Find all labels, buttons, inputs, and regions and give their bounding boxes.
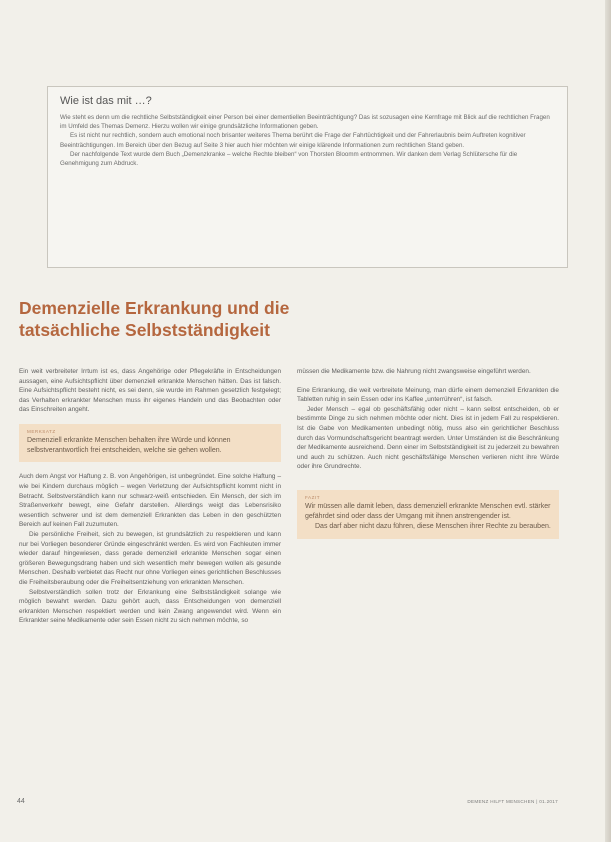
fazit-callout [297,490,559,539]
callout-text: Wir müssen alle damit leben, dass demenziell erkrankte Menschen evtl. stärker gefährdet sind oder dass der Umgang mit ihnen anstrengender ist. [305,502,551,521]
left-column [19,367,281,626]
page-edge [605,0,611,842]
info-box-paragraph: Es ist nicht nur rechtlich, sondern auch emotional noch brisanter weiteres Thema berührt die Frage der Fahrtüchtigkeit und der Fahrerlaubnis beim Auftreten kognitiver Beeinträchtigungen. Im Bereich über den Bezug auf Seite 3 hier auch hier möchten wir einige klärende Informationen zum rechtlichen Stand geben. [60,132,526,149]
callout-text: Demenziell erkrankte Menschen behalten ihre Würde und können selbstverantwortlich frei entscheiden, welche sie gehen wollen. [27,436,231,455]
body-paragraph: Auch dem Angst vor Haftung z. B. von Angehörigen, ist unbegründet. Eine solche Haftung – wie bei Kindern durchaus möglich – wegen Verletzung der Aufsichtspflicht kommt nicht in Betracht. Selbstverständlich kann nur schwarz-weiß entschieden. Ein Mensch, der sich im Straßenverkehr bewegt, eine Gefahr darstellen. Allerdings weigt das Lebensrisiko wesentlich schwerer und ist dem demenziell Erkrankten das Leben in den geschützten Bereich auf keinen Fall zuzumuten. [19,473,281,529]
body-paragraph: Selbstverständlich sollen trotz der Erkrankung eine Selbstständigkeit solange wie möglich bewahrt werden. Dazu gehört auch, dass Entscheidungen von demenziell erkrankten Menschen respektiert werden und kein Zwang angewendet wird. Wenn ein Erkrankter seine Medikamente oder sein Essen nicht zu sich nehmen möchte, so [19,588,281,625]
right-column [297,367,559,549]
body-paragraph: Die persönliche Freiheit, sich zu bewegen, ist grundsätzlich zu respektieren und kann nur bei Vorliegen besonderer Gründe eingeschränkt werden. Es wird von Fachleuten immer wieder darauf hingewiesen, dass gerade demenziell erkrankte Menschen sogar einen größeren Bewegungsdrang haben und sich wesentlich mehr bewegen wollen als gesunde Menschen. Deshalb verbietet das Recht nur ohne Vorliegen eines gerichtlichen Beschlusses die Freiheitsberaubung oder die Freiheitsentziehung von erkrankten Menschen. [19,530,281,586]
body-paragraph: Eine Erkrankung, die weit verbreitete Meinung, man dürfe einem demenziell Erkrankten die Tabletten ruhig in sein Essen oder ins Kaffee „unterrühren“, ist falsch. [297,386,559,404]
article-headline [19,297,579,341]
merksatz-callout [19,424,281,462]
info-box [47,86,568,268]
footer-source: DEMENZ HILFT MENSCHEN | 01.2017 [467,799,558,804]
info-box-paragraph: Wie steht es denn um die rechtliche Selbstständigkeit einer Person bei einer dementiellen Beeinträchtigung? Das ist sozusagen eine Kernfrage mit Blick auf die rechtlichen Fragen im Umfeld des Themas Demenz. Hierzu wollen wir einige grundsätzliche Informationen geben. [60,114,550,131]
callout-text: Das darf aber nicht dazu führen, diese Menschen ihrer Rechte zu berauben. [315,523,551,531]
headline-line-1: Demenzielle Erkrankung und die [19,298,290,318]
body-paragraph: Jeder Mensch – egal ob geschäftsfähig oder nicht – kann selbst entscheiden, ob er bestimmte Dinge zu sich nehmen möchte oder nicht. Dies ist in jedem Fall zu respektieren. Ist die Gabe von Medikamenten unbedingt nötig, muss also ein gerichtlicher Beschluss durch das Vormundschaftsgericht beantragt werden. Unter Umständen ist die Beschränkung der Medikamente ausreichend. Denn einer im Selbstständigkeit ist zu jederzeit zu bewahren und auch zu schützen. Auch nicht geschäftsfähige Menschen verlieren nicht ihre Würde oder ihre Grundrechte. [297,405,559,471]
info-box-title: Wie ist das mit …? [60,95,152,107]
page-number: 44 [17,798,25,805]
callout-tag: FAZIT [305,494,321,500]
info-box-paragraph: Der nachfolgende Text wurde dem Buch „Demenzkranke – welche Rechte bleiben“ von Thorsten Bloomm entnommen. Wir danken dem Verlag Schlütersche für die Genehmigung zum Abdruck. [60,150,518,168]
body-paragraph: Ein weit verbreiteter Irrtum ist es, dass Angehörige oder Pflegekräfte in Entscheidungen aussagen, eine Aufsichtspflicht über demenziell erkrankte Menschen hätten. Das ist falsch. Eine Aufsichtspflicht besteht nicht, es sei denn, sie wurde im Rahmen gesetzlich festgelegt; das Verhalten erkrankter Menschen muss ihr eigenes Handeln und das Beobachten oder das Einschreiten angeht. [19,368,281,414]
callout-tag: MERKSATZ [27,428,56,434]
headline-line-2: tatsächliche Selbstständigkeit [19,320,270,340]
body-paragraph: müssen die Medikamente bzw. die Nahrung nicht zwangsweise eingeführt werden. [297,368,531,375]
